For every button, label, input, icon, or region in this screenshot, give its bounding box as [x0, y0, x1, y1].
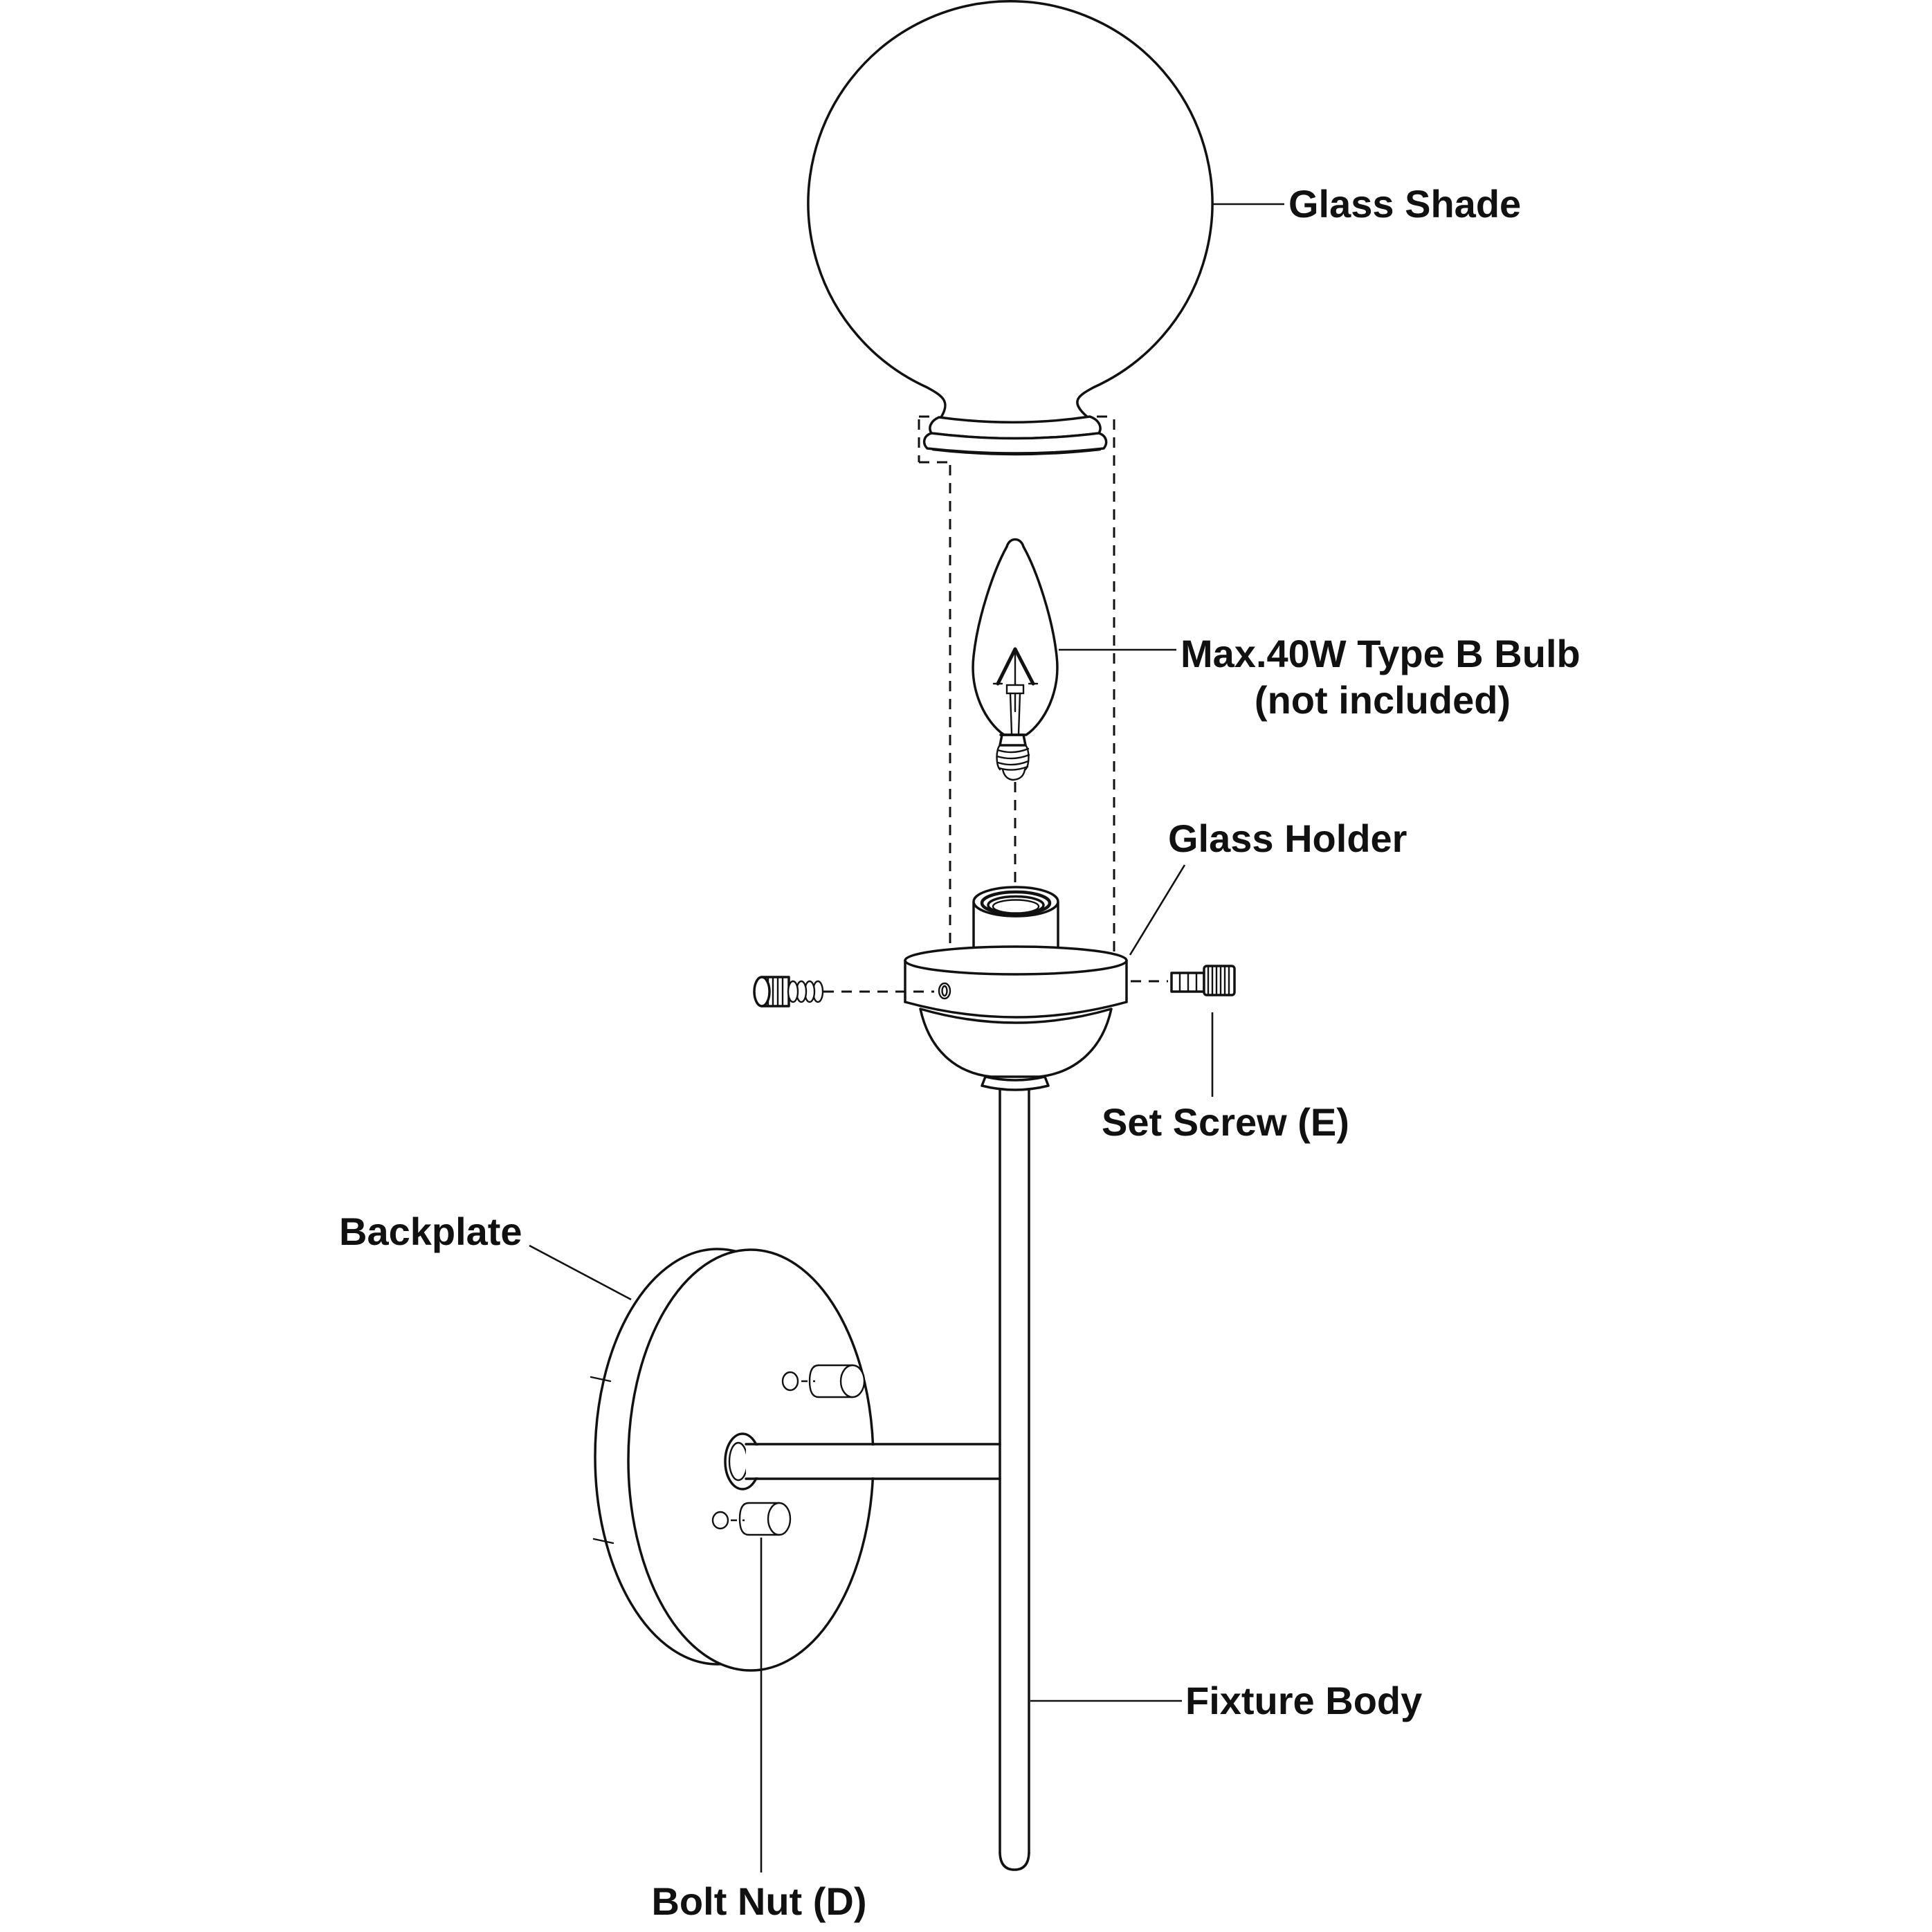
holder-drum-top — [905, 947, 1127, 974]
bulb-label-line1: Max.40W Type B Bulb — [1181, 632, 1580, 675]
glass-holder-label: Glass Holder — [1168, 817, 1407, 860]
bulb — [973, 540, 1057, 781]
glass-holder — [905, 887, 1127, 1090]
mounting-hole-bottom — [713, 1512, 728, 1529]
fixture-rod — [1000, 1091, 1029, 1870]
backplate-hub-hole — [729, 1443, 747, 1480]
holder-neck-collar — [982, 1077, 1048, 1090]
mounting-hole-top — [783, 1372, 798, 1390]
set-screw-label: Set Screw (E) — [1102, 1100, 1349, 1144]
bulb-label-line2: (not included) — [1254, 678, 1511, 722]
bolt-nut-label: Bolt Nut (D) — [651, 1879, 867, 1923]
leader-backplate — [529, 1246, 631, 1300]
arm-fill — [746, 1446, 999, 1477]
set-screw-left — [754, 977, 823, 1006]
leader-glass-holder — [1130, 865, 1185, 955]
fixture-body-label: Fixture Body — [1185, 1679, 1423, 1722]
backplate-label: Backplate — [339, 1210, 522, 1253]
glass-shade — [808, 1, 1212, 455]
glass-shade-label: Glass Shade — [1288, 182, 1522, 226]
set-screw-right — [1172, 966, 1234, 995]
shade-globe-outline — [808, 1, 1212, 417]
bulb-screw-base — [997, 735, 1030, 780]
holder-dome — [920, 1009, 1111, 1077]
backplate — [591, 1249, 1000, 1670]
